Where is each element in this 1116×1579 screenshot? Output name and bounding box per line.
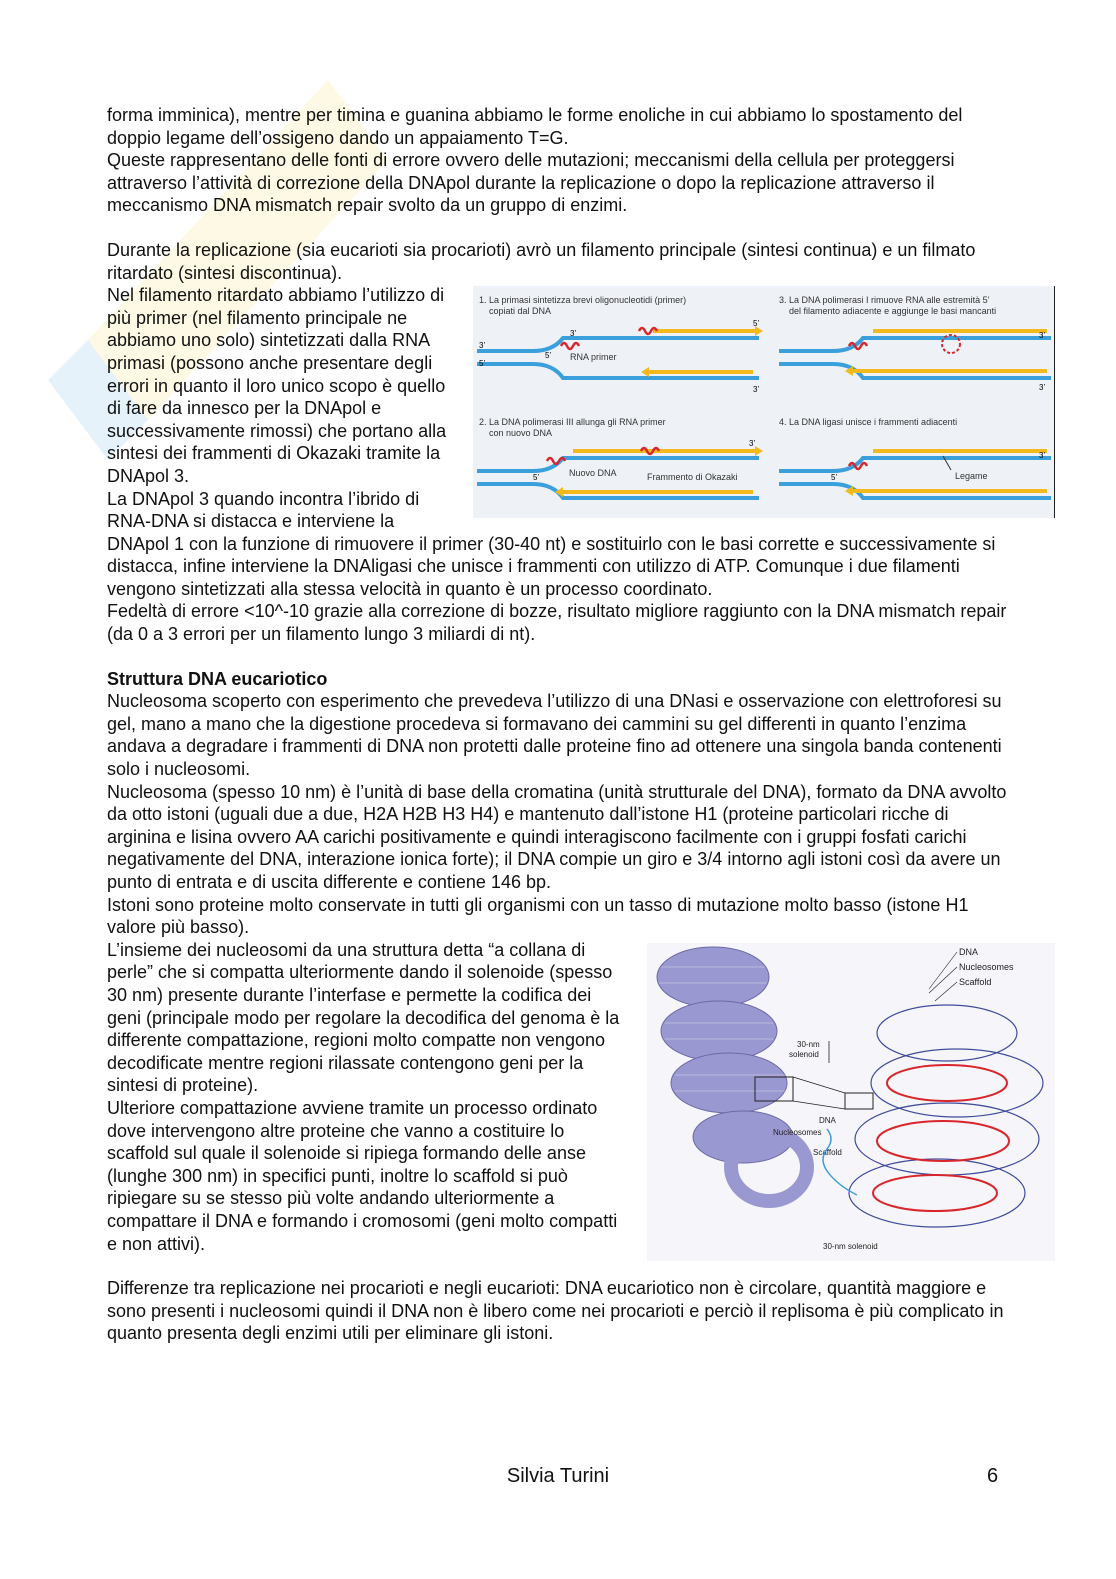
end-label: 3’	[1039, 451, 1046, 461]
paragraph: Istoni sono proteine molto conservate in tutti gli organismi con un tasso di mutazione molto basso (istone H1 valore più basso).	[107, 894, 969, 938]
panel3-title: del filamento adiacente e aggiunge le basi mancanti	[789, 306, 997, 317]
chromatin-figure	[647, 943, 1055, 1261]
panel1-title: copiati dal DNA	[489, 306, 552, 317]
end-label: 3’	[749, 439, 756, 449]
paragraph: Nel filamento ritardato abbiamo l’utilizzo di più primer (nel filamento principale ne abbiamo uno solo) sintetizzati dalla RNA primasi (possono anche presentare degli errori in quanto il loro unico scopo è quello di fare da innesco per la DNApol e successivamente rimossi) che portano alla sintesi dei frammenti di Okazaki tramite la DNApol 3.	[107, 285, 447, 486]
panel2-title: con nuovo DNA	[489, 428, 553, 439]
end-label: 5’	[753, 319, 760, 329]
label-nucleosomes: Nucleosomes	[959, 961, 1014, 972]
label-scaffold: Scaffold	[959, 976, 992, 987]
paragraph: Nucleosoma scoperto con esperimento che prevedeva l’utilizzo di una DNasi e osservazione con elettroforesi su gel, mano a mano che la digestione procedeva si formavano dei cammini su gel differenti in quanto l’enzima andava a degradare i frammenti di DNA non protetti dalle proteine fino ad ottenere una singola banda contenenti solo i nucleosomi.	[107, 691, 1002, 780]
panel2-title: 2. La DNA polimerasi III allunga gli RNA primer	[479, 417, 666, 428]
paragraph: L’insieme dei nucleosomi da una struttura detta “a collana di perle” che si compatta ulteriormente dando il solenoide (spesso 30 nm) presente durante l’interfase e permette la codifica dei geni (principale modo per regolare la decodifica del genoma è la differente compattazione, regioni molto compatte non vengono decodificate mentre regioni rilassate contengono geni per la sintesi di proteine).	[107, 939, 620, 1096]
paragraph: Durante la replicazione (sia eucarioti sia procarioti) avrò un filamento principale (sintesi continua) e un filmato ritardato (sintesi discontinua).	[107, 239, 976, 283]
label-okazaki: Frammento di Okazaki	[647, 472, 738, 483]
label-30nm: 30-nm	[797, 1039, 820, 1049]
label-scaffold-2: Scaffold	[813, 1147, 842, 1157]
label-rna-primer: RNA primer	[570, 352, 617, 363]
paragraph: Queste rappresentano delle fonti di errore ovvero delle mutazioni; meccanismi della cellula per proteggersi attraverso l’attività di correzione della DNApol durante la replicazione o dopo la replicazione attraverso il meccanismo DNA mismatch repair svolto da un gruppo di enzimi.	[107, 150, 955, 216]
end-label: 3’	[570, 329, 577, 339]
end-label: 3’	[1039, 383, 1046, 393]
label-legame: Legame	[955, 471, 988, 482]
label-nuovo-dna: Nuovo DNA	[569, 468, 617, 479]
label-30nm: solenoid	[789, 1049, 819, 1059]
label-nucleosomes-2: Nucleosomes	[773, 1127, 822, 1137]
label-dna-2: DNA	[819, 1115, 836, 1125]
paragraph: Fedeltà di errore <10^-10 grazie alla correzione di bozze, risultato migliore raggiunto con la DNA mismatch repair (da 0 a 3 errori per un filamento lungo 3 miliardi di nt).	[107, 601, 1007, 645]
paragraph: La DNApol 3 quando incontra l’ibrido di RNA-DNA si distacca e interviene la DNApol 1 con la funzione di rimuovere il primer (30-40 nt) e sostituirlo con le basi corrette e successivamente si distacca, infine interviene la DNAligasi che unisce i frammenti con utilizzo di ATP. Comunque i due filamenti vengono sintetizzati alla stessa velocità in quanto è un processo coordinato.	[107, 488, 996, 599]
end-label: 3’	[1039, 331, 1046, 341]
replication-figure	[473, 286, 1055, 518]
panel3-title: 3. La DNA polimerasi I rimuove RNA alle estremità 5’	[779, 295, 990, 306]
paragraph: forma imminica), mentre per timina e guanina abbiamo le forme enoliche in cui abbiamo lo spostamento del doppio legame dell’ossigeno dando un appaiamento T=G.	[107, 105, 963, 148]
document-body	[107, 104, 1046, 1345]
section-heading: Struttura DNA eucariotico	[107, 668, 328, 689]
end-label: 5’	[479, 359, 486, 369]
end-label: 3’	[753, 385, 760, 395]
paragraph: Ulteriore compattazione avviene tramite un processo ordinato dove intervengono altre proteine che vanno a costituire lo scaffold sul quale il solenoide si ripiega formando delle anse (lunghe 300 nm) in specifici punti, inoltre lo scaffold si può ripiegare su se stesso più volte andando ulteriormente a compattare il DNA e formando i cromosomi (geni molto compatti e non attivi).	[107, 1097, 618, 1254]
solenoid-section	[661, 1001, 777, 1061]
end-label: 5’	[545, 351, 552, 361]
end-label: 5’	[533, 473, 540, 483]
footer-author: Silvia Turini	[506, 1465, 610, 1487]
paragraph: Nucleosoma (spesso 10 nm) è l’unità di base della cromatina (unità strutturale del DNA), formato da DNA avvolto da otto istoni (uguali due a due, H2A H2B H3 H4) e mantenuto dall’istone H1 (proteine particolari ricche di arginina e lisina ovvero AA carichi positivamente e quindi interagiscono facilmente con i gruppi fosfati carichi negativamente del DNA, interazione ionica forte); il DNA compie un giro e 3/4 intorno agli istoni così da avere un punto di entrata e di uscita differente e contiene 146 bp.	[107, 781, 1007, 892]
label-dna: DNA	[959, 946, 979, 957]
page-number: 6	[987, 1465, 999, 1487]
label-30nm-bottom: 30-nm solenoid	[823, 1241, 878, 1251]
solenoid-section	[657, 947, 769, 1007]
solenoid-section	[671, 1053, 787, 1113]
panel4-title: 4. La DNA ligasi unisce i frammenti adiacenti	[779, 417, 958, 428]
paragraph: Differenze tra replicazione nei procarioti e negli eucarioti: DNA eucariotico non è circolare, quantità maggiore e sono presenti i nucleosomi quindi il DNA non è libero come nei procarioti e perciò il replisoma è più complicato in quanto presenta degli enzimi utili per eliminare gli istoni.	[107, 1278, 1004, 1344]
end-label: 5’	[831, 473, 838, 483]
end-label: 3’	[479, 341, 486, 351]
figure-background	[473, 286, 1055, 518]
panel1-title: 1. La primasi sintetizza brevi oligonucleotidi (primer)	[479, 295, 687, 306]
